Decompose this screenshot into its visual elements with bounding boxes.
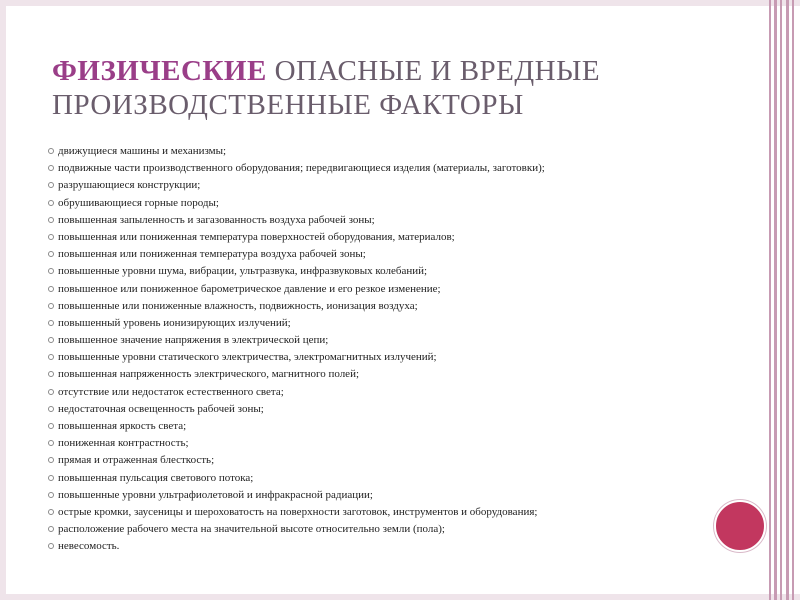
list-item-text: повышенная яркость света;	[58, 420, 187, 432]
list-item	[47, 263, 727, 280]
bullet-icon	[48, 182, 54, 188]
list-item-text: острые кромки, заусеницы и шероховатость на поверхности заготовок, инструментов и оборудования;	[58, 505, 538, 518]
list-item	[47, 452, 727, 469]
list-item	[47, 143, 727, 160]
list-item-text: повышенная запыленность и загазованность воздуха рабочей зоны;	[58, 213, 375, 226]
list-item-text: повышенные уровни шума, вибрации, ультразвука, инфразвуковых колебаний;	[58, 265, 428, 278]
bullet-icon	[48, 406, 54, 412]
slide-title-lead: ФИЗИЧЕСКИЕ	[52, 55, 267, 87]
slide-frame-left	[0, 0, 6, 600]
bullet-icon	[48, 492, 54, 498]
list-item-text: повышенное значение напряжения в электрической цепи;	[58, 334, 329, 347]
list-item-text: повышенная или пониженная температура воздуха рабочей зоны;	[58, 248, 366, 261]
list-item	[47, 435, 727, 452]
list-item-text: повышенная пульсация светового потока;	[58, 471, 254, 484]
bullet-icon	[48, 148, 54, 154]
slide-edge-line	[792, 0, 794, 600]
bullet-icon	[48, 440, 54, 446]
list-item	[47, 195, 727, 212]
list-item	[47, 349, 727, 366]
bullet-icon	[48, 354, 54, 360]
bullet-icon	[48, 509, 54, 515]
bullet-icon	[48, 320, 54, 326]
bullet-icon	[48, 371, 54, 377]
list-item	[47, 538, 727, 555]
slide-edge-line	[780, 0, 782, 600]
bullet-icon	[48, 389, 54, 395]
list-item	[47, 315, 727, 332]
bullet-icon	[48, 526, 54, 532]
slide-title-rest: ОПАСНЫЕ И ВРЕДНЫЕ ПРОИЗВОДСТВЕННЫЕ ФАКТОРЫ	[52, 55, 601, 121]
slide-frame-top	[0, 0, 800, 6]
list-item	[47, 401, 727, 418]
list-item-text: подвижные части производственного оборудования; передвигающиеся изделия (материалы, заготовки);	[58, 162, 545, 175]
list-item-text: прямая и отраженная блесткость;	[58, 454, 215, 467]
slide-edge-line	[769, 0, 771, 600]
list-item-text: повышенная или пониженная температура поверхностей оборудования, материалов;	[58, 230, 455, 243]
list-item	[47, 521, 727, 538]
bullet-icon	[48, 337, 54, 343]
list-item-text: недостаточная освещенность рабочей зоны;	[58, 402, 264, 415]
slide-edge-line	[786, 0, 789, 600]
list-item	[47, 281, 727, 298]
list-item	[47, 418, 727, 435]
bullet-icon	[48, 200, 54, 206]
bullet-icon	[48, 234, 54, 240]
bullet-icon	[48, 475, 54, 481]
list-item	[47, 160, 727, 177]
bullet-icon	[48, 457, 54, 463]
list-item	[47, 246, 727, 263]
list-item	[47, 366, 727, 383]
list-item-text: повышенные уровни ультрафиолетовой и инфракрасной радиации;	[58, 488, 373, 501]
list-item-text: расположение рабочего места на значительной высоте относительно земли (пола);	[58, 523, 445, 536]
list-item-text: повышенная напряженность электрического, магнитного полей;	[58, 368, 360, 381]
slide-title	[52, 54, 732, 122]
list-item-text: разрушающиеся конструкции;	[58, 179, 201, 192]
bullet-icon	[48, 543, 54, 549]
list-item	[47, 470, 727, 487]
list-item-text: невесомость.	[58, 540, 120, 553]
list-item-text: отсутствие или недостаток естественного света;	[58, 385, 284, 398]
hazard-factor-list	[47, 143, 727, 556]
list-item	[47, 177, 727, 194]
list-item-text: движущиеся машины и механизмы;	[58, 145, 227, 157]
slide-frame-bottom	[0, 594, 800, 600]
bullet-icon	[48, 423, 54, 429]
list-item-text: повышенные или пониженные влажность, подвижность, ионизация воздуха;	[58, 299, 418, 312]
bullet-icon	[48, 303, 54, 309]
list-item	[47, 384, 727, 401]
bullet-icon	[48, 165, 54, 171]
list-item	[47, 504, 727, 521]
list-item	[47, 229, 727, 246]
accent-circle	[714, 500, 766, 552]
list-item-text: обрушивающиеся горные породы;	[58, 196, 219, 209]
slide-edge-line	[774, 0, 777, 600]
bullet-icon	[48, 286, 54, 292]
list-item-text: повышенное или пониженное барометрическое давление и его резкое изменение;	[58, 282, 441, 295]
bullet-icon	[48, 217, 54, 223]
list-item-text: повышенные уровни статического электричества, электромагнитных излучений;	[58, 351, 437, 364]
list-item-text: повышенный уровень ионизирующих излучений;	[58, 316, 291, 329]
list-item	[47, 487, 727, 504]
bullet-icon	[48, 251, 54, 257]
list-item	[47, 298, 727, 315]
list-item	[47, 212, 727, 229]
bullet-icon	[48, 268, 54, 274]
list-item	[47, 332, 727, 349]
list-item-text: пониженная контрастность;	[58, 437, 189, 450]
